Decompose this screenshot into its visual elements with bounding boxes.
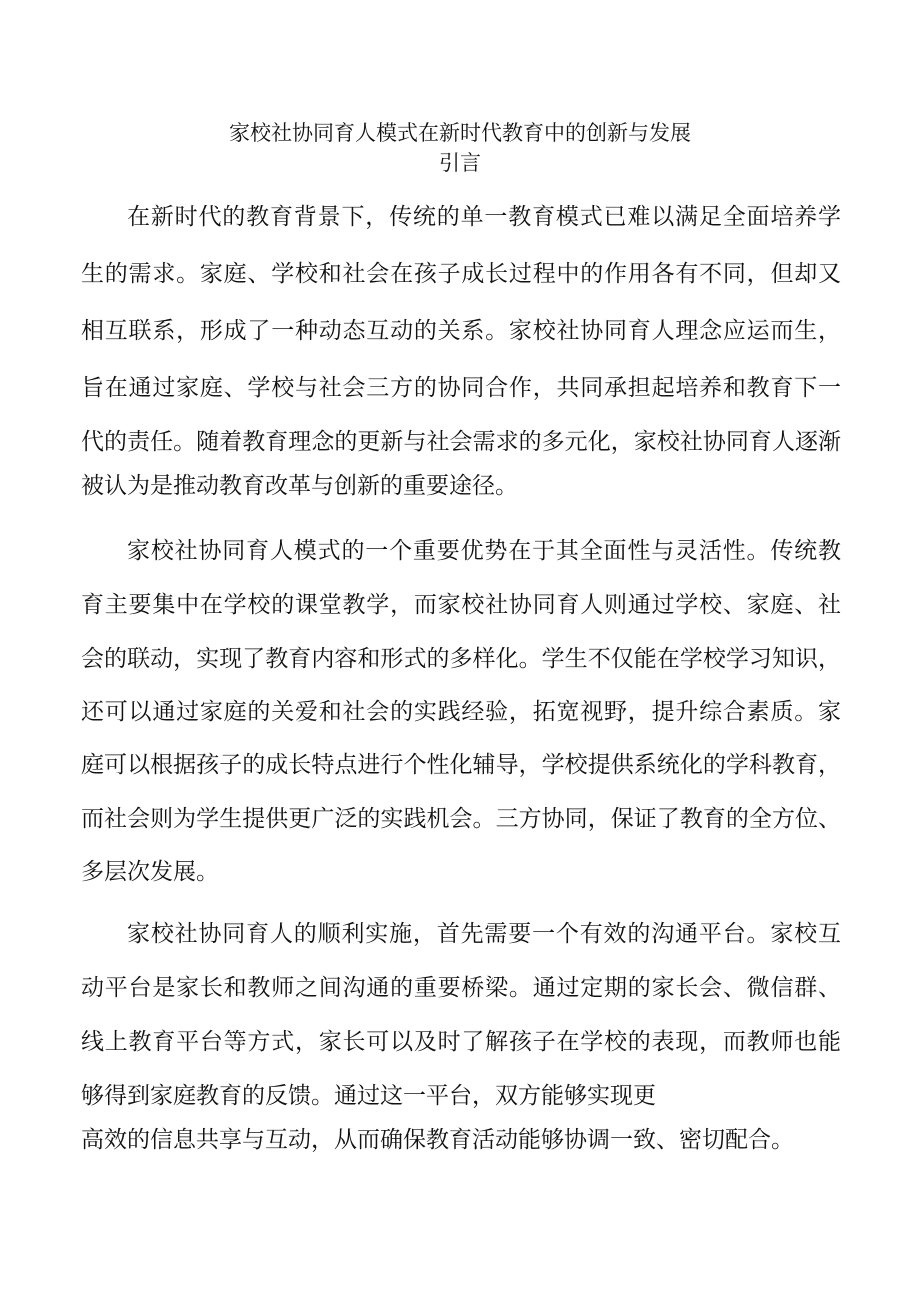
paragraph-line: 庭可以根据孩子的成长特点进行个性化辅导，学校提供系统化的学科教育， [81, 752, 841, 778]
paragraph-line: 线上教育平台等方式，家长可以及时了解孩子在学校的表现，而教师也能 [81, 1029, 841, 1055]
paragraph-line: 在新时代的教育背景下，传统的单一教育模式已难以满足全面培养学 [127, 204, 841, 230]
paragraph-line: 高效的信息共享与互动，从而确保教育活动能够协调一致、密切配合。 [81, 1127, 794, 1153]
paragraph-line: 多层次发展。 [81, 859, 219, 885]
document-subtitle: 引言 [439, 151, 481, 175]
paragraph-line: 旨在通过家庭、学校与社会三方的协同合作，共同承担起培养和教育下一 [81, 375, 841, 401]
paragraph-line: 被认为是推动教育改革与创新的重要途径。 [81, 473, 518, 499]
paragraph-line: 代的责任。随着教育理念的更新与社会需求的多元化，家校社协同育人逐渐 [81, 429, 841, 455]
paragraph-line: 动平台是家长和教师之间沟通的重要桥梁。通过定期的家长会、微信群、 [81, 975, 841, 1001]
paragraph-line: 会的联动，实现了教育内容和形式的多样化。学生不仅能在学校学习知识， [81, 646, 841, 672]
document-title: 家校社协同育人模式在新时代教育中的创新与发展 [229, 121, 691, 145]
paragraph-line: 生的需求。家庭、学校和社会在孩子成长过程中的作用各有不同，但却又 [81, 261, 841, 287]
paragraph-line: 育主要集中在学校的课堂教学，而家校社协同育人则通过学校、家庭、社 [81, 592, 841, 618]
paragraph-line: 家校社协同育人模式的一个重要优势在于其全面性与灵活性。传统教 [127, 538, 841, 564]
paragraph-line: 而社会则为学生提供更广泛的实践机会。三方协同，保证了教育的全方位、 [81, 806, 841, 832]
paragraph-line: 还可以通过家庭的关爱和社会的实践经验，拓宽视野，提升综合素质。家 [81, 699, 841, 725]
paragraph-line: 家校社协同育人的顺利实施，首先需要一个有效的沟通平台。家校互 [127, 921, 841, 947]
paragraph-line: 够得到家庭教育的反馈。通过这一平台，双方能够实现更 [81, 1083, 656, 1109]
paragraph-line: 相互联系，形成了一种动态互动的关系。家校社协同育人理念应运而生， [81, 318, 841, 344]
